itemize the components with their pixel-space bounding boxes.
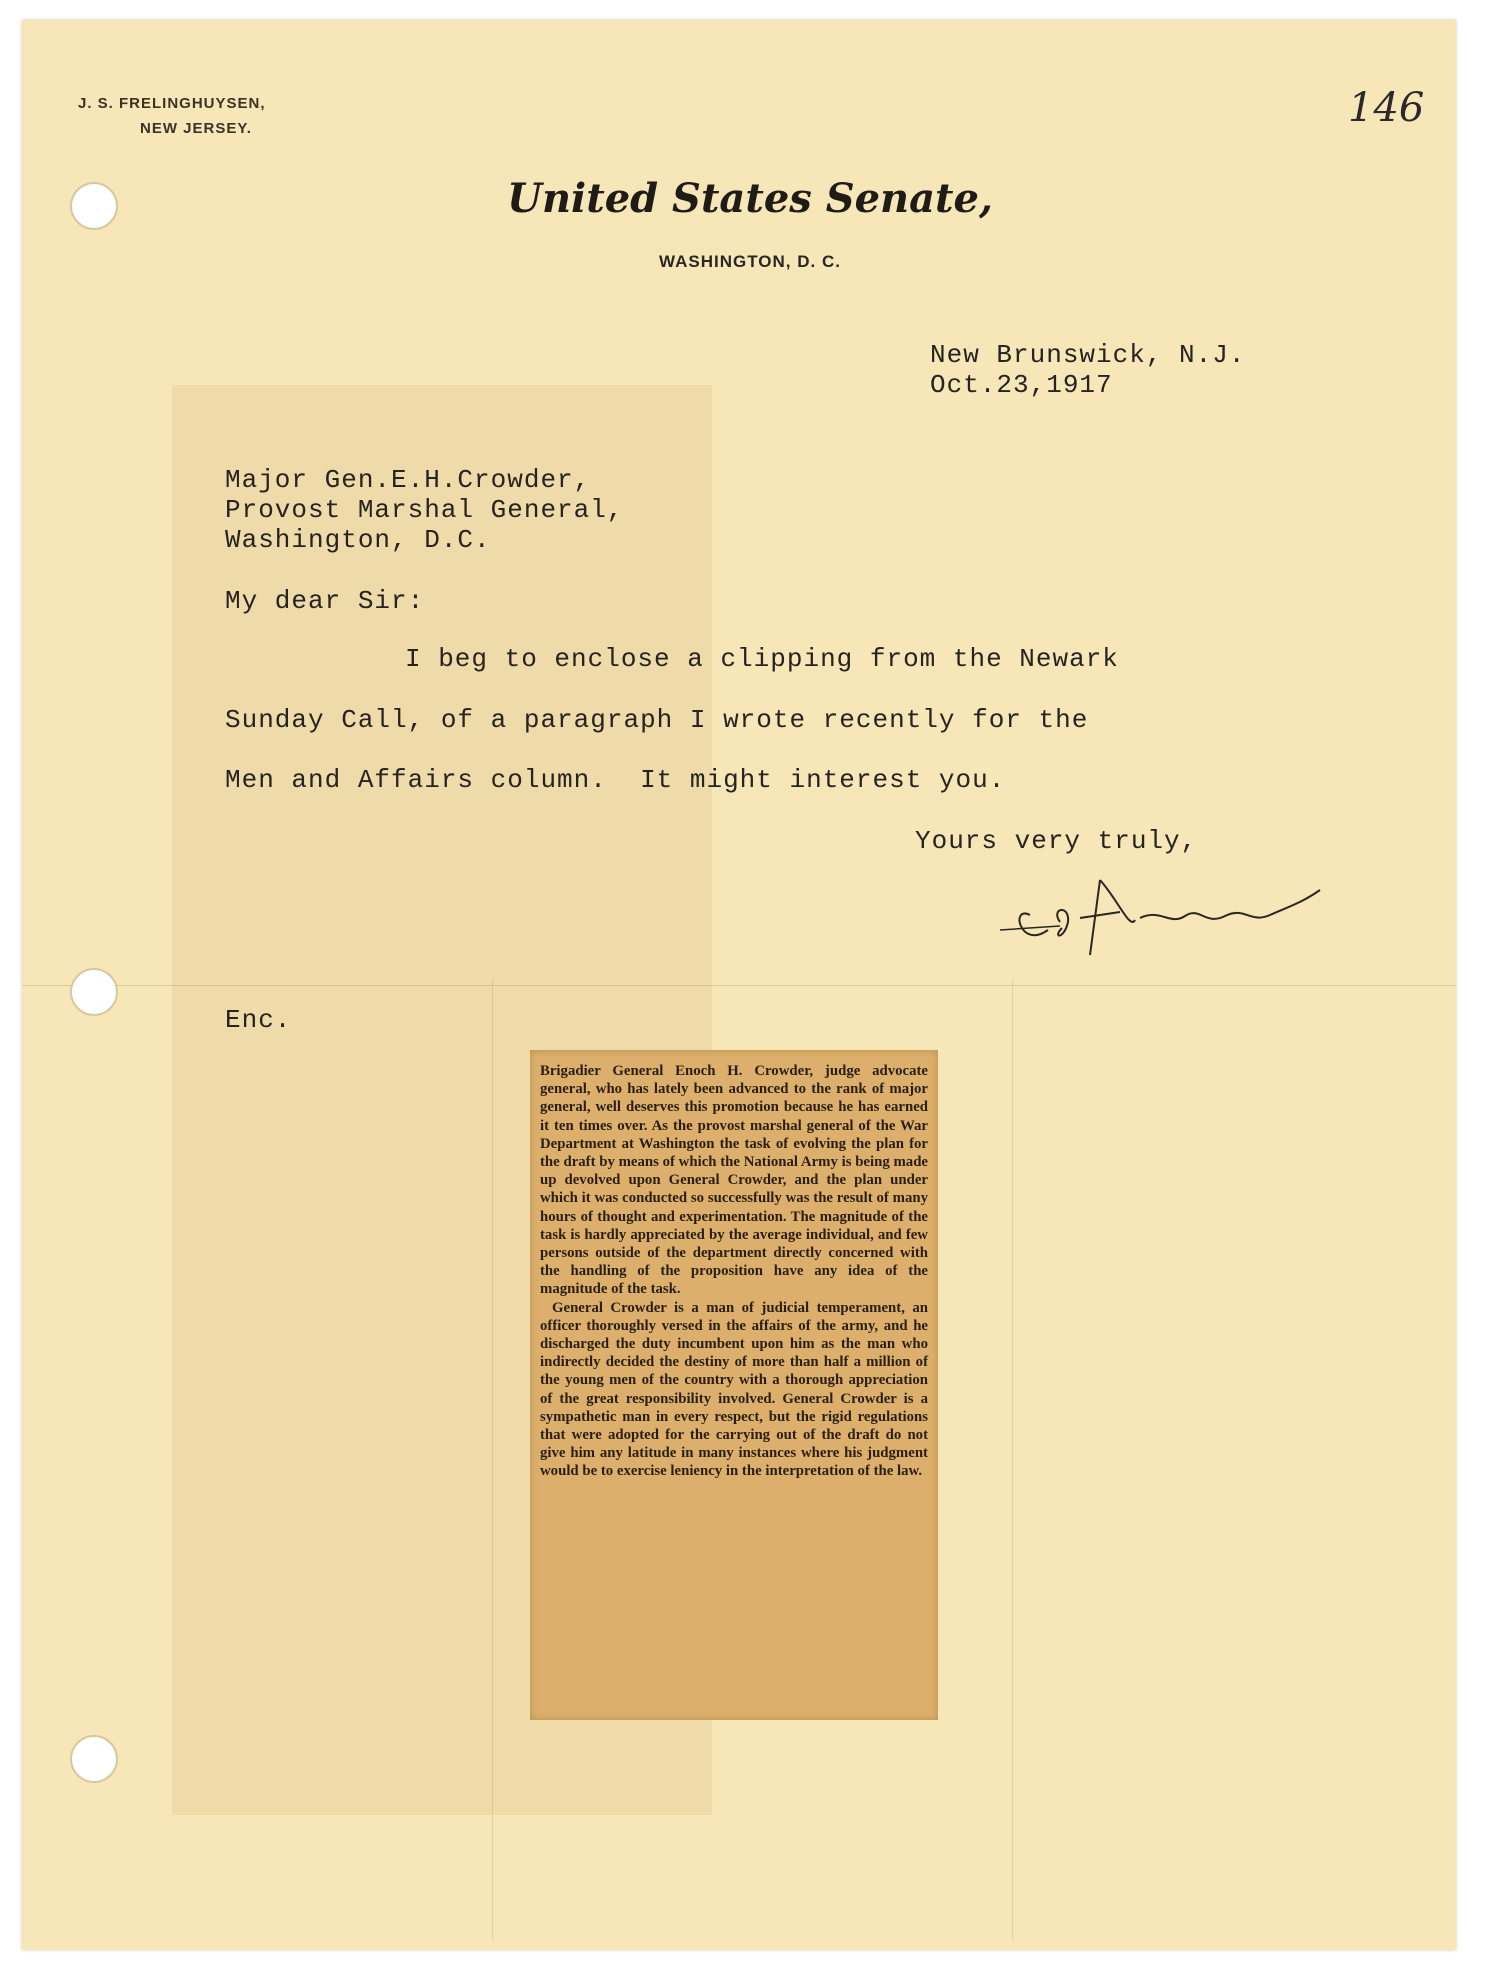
letter-place: New Brunswick, N.J. (930, 340, 1246, 370)
body-line: I beg to enclose a clipping from the Newark (405, 644, 1119, 674)
clipping-paragraph: Brigadier General Enoch H. Crowder, judge advocate general, who has lately been advanced to the rank of major general, well deserves this promotion because he has earned it ten times over. As the provost marshal general of the War Department at Washington the task of evolving the plan for the draft by means of which the National Army is being made up devolved upon General Crowder, and the plan under which it was conducted so successfully was the result of many hours of thought and experimentation. The magnitude of the task is hardly appreciated by the average individual, and few persons outside of the department directly concerned with the handling of the proposition have any idea of the magnitude of the task. (540, 1063, 928, 1298)
recipient-line: Washington, D.C. (225, 525, 491, 555)
letterhead-title: United States Senate, (507, 175, 993, 222)
newspaper-clipping (530, 1050, 938, 1720)
signature (1000, 860, 1330, 970)
recipient-line: Major Gen.E.H.Crowder, (225, 465, 591, 495)
letter-date: Oct.23,1917 (930, 370, 1113, 400)
clipping-paragraph: General Crowder is a man of judicial temperament, an officer thoroughly versed in the affairs of the army, and he discharged the duty incumbent upon him as the man who indirectly decided the destiny of more than half a million of the young men of the country with a thorough appreciation of the great responsibility involved. General Crowder is a sympathetic man in every respect, but the rigid regulations that were adopted for the carrying out of the draft do not give him any latitude in many instances where his judgment would be to exercise leniency in the interpretation of the law. (540, 1299, 928, 1480)
body-line: Sunday Call, of a paragraph I wrote recently for the (225, 705, 1089, 735)
sender-state: NEW JERSEY. (140, 120, 252, 137)
fold-line (22, 985, 1456, 986)
salutation: My dear Sir: (225, 586, 425, 616)
punch-hole (70, 968, 118, 1016)
fold-line (1012, 980, 1013, 1940)
closing: Yours very truly, (915, 826, 1198, 856)
recipient-line: Provost Marshal General, (225, 495, 624, 525)
body-line: Men and Affairs column. It might interest you. (225, 765, 1006, 795)
fold-line (492, 980, 493, 1940)
sender-name: J. S. FRELINGHUYSEN, (78, 95, 266, 112)
punch-hole (70, 1735, 118, 1783)
letterhead-location: WASHINGTON, D. C. (659, 252, 841, 271)
page-number: 146 (1348, 85, 1425, 131)
enclosure-note: Enc. (225, 1005, 292, 1035)
